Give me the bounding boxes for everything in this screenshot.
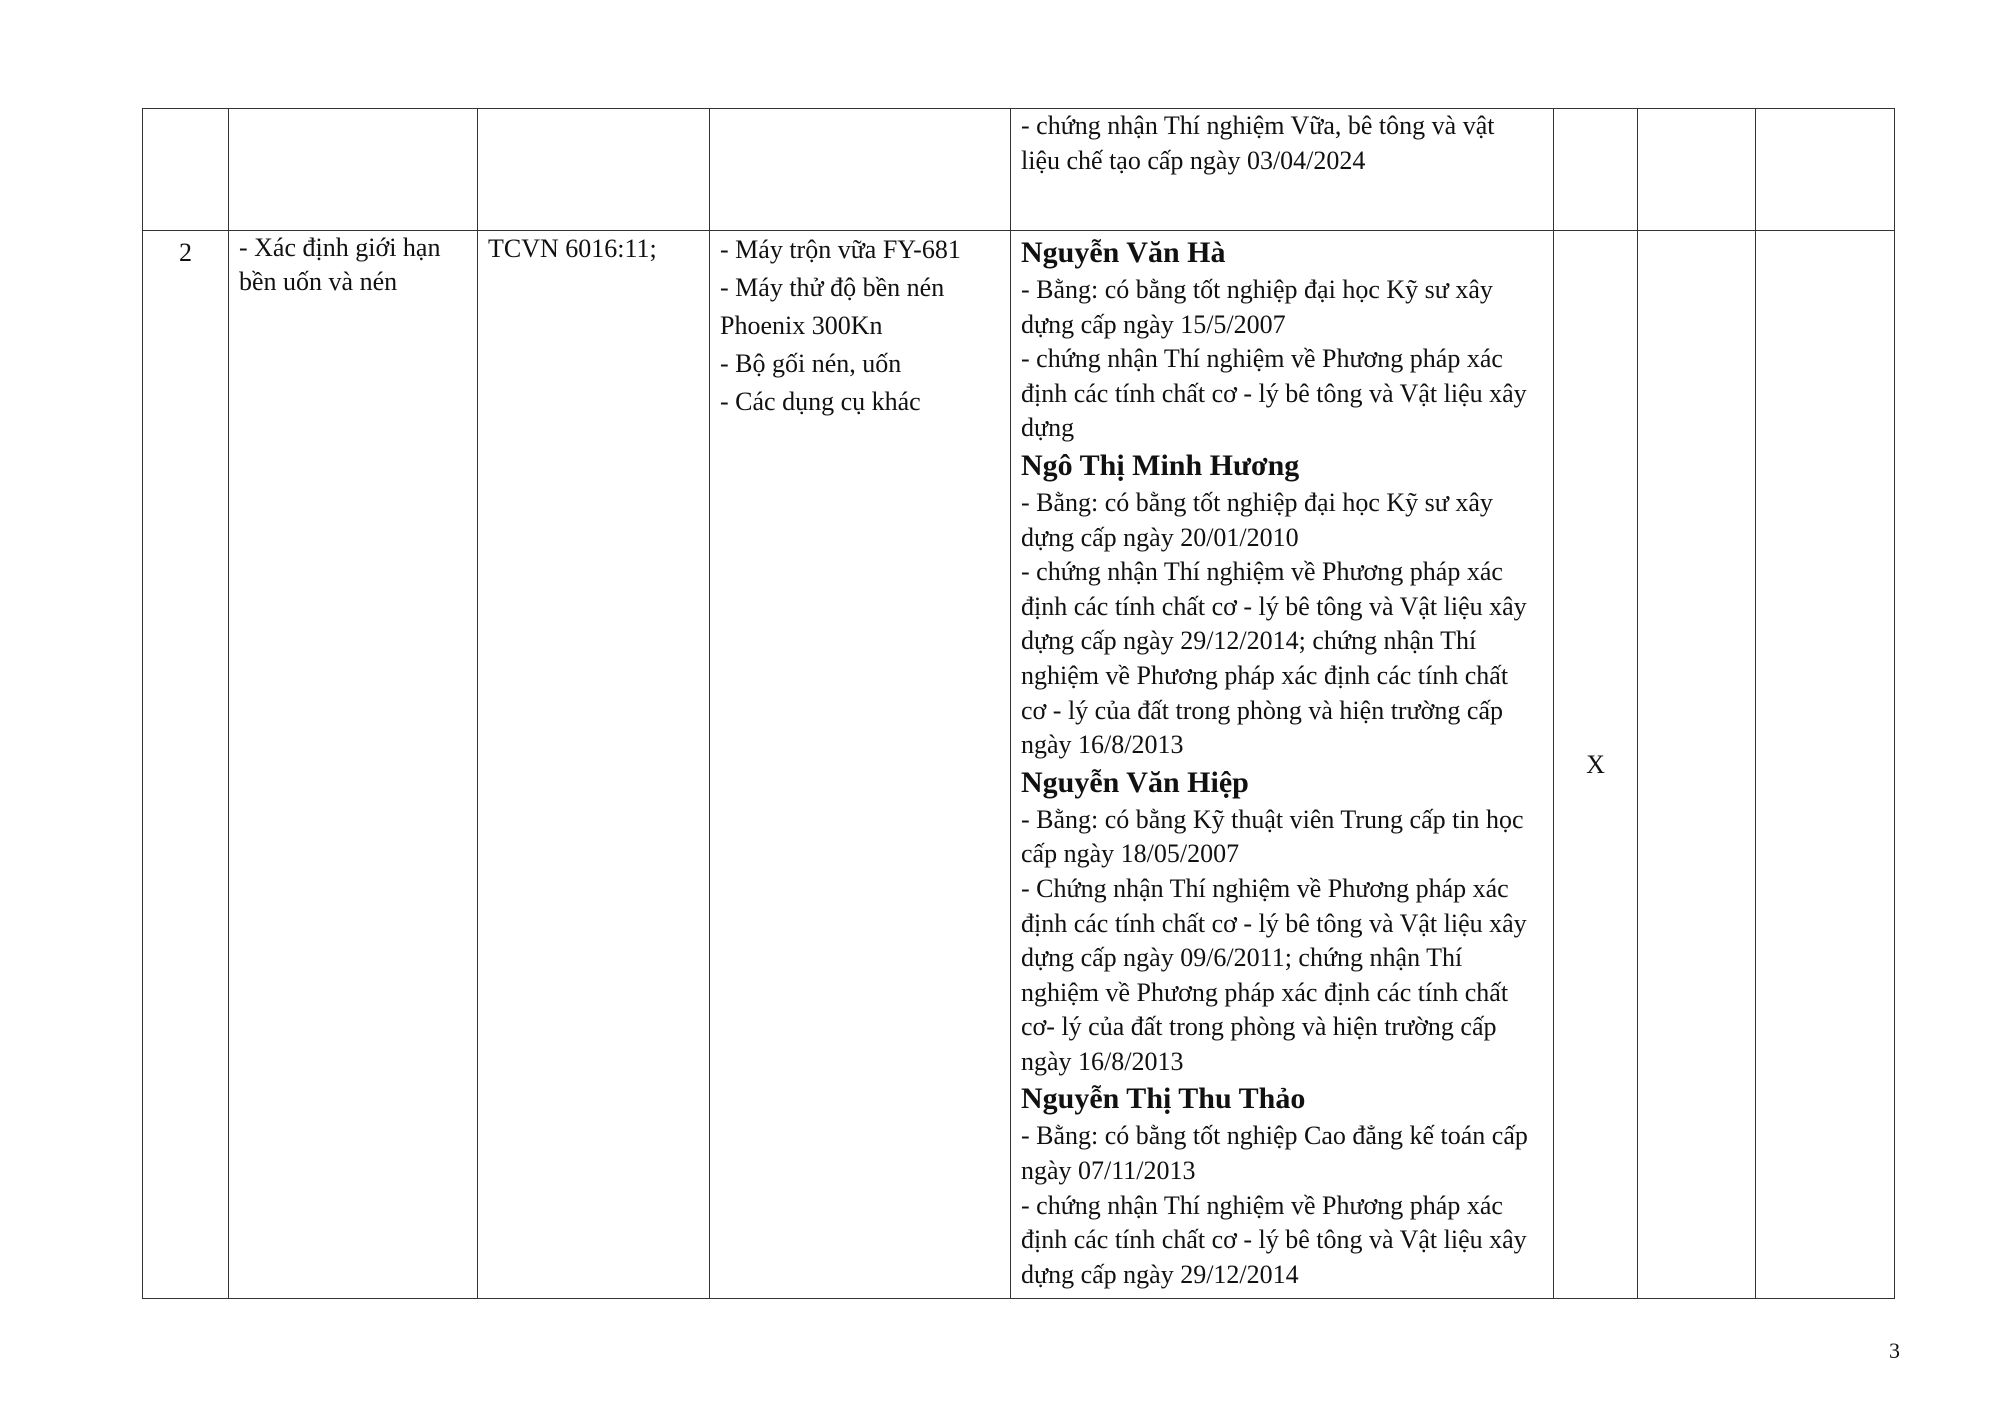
cell-staff-continuation	[1011, 109, 1554, 231]
staff-name: Nguyễn Văn Hà	[1021, 236, 1226, 269]
staff-line: cơ - lý của đất trong phòng và hiện trường cấp	[1021, 695, 1504, 725]
staff-entry	[1021, 763, 1543, 1080]
staff-line: ngày 07/11/2013	[1021, 1156, 1196, 1186]
staff-line: dựng	[1021, 413, 1075, 443]
staff-line: - chứng nhận Thí nghiệm về Phương pháp xác	[1021, 557, 1503, 587]
staff-line: - Chứng nhận Thí nghiệm về Phương pháp xác	[1021, 873, 1509, 903]
standard-cell	[478, 231, 710, 1299]
staff-name: Nguyễn Văn Hiệp	[1021, 765, 1249, 799]
staff-line: - Bằng: có bằng tốt nghiệp đại học Kỹ sư xây	[1021, 487, 1493, 517]
staff-line: - Bằng: có bằng Kỹ thuật viên Trung cấp tin học	[1021, 804, 1524, 834]
staff-line: - chứng nhận Thí nghiệm về Phương pháp xác	[1021, 1190, 1503, 1220]
cell-extra-2	[1756, 231, 1895, 1299]
staff-line: cơ- lý của đất trong phòng và hiện trường cấp	[1021, 1012, 1497, 1042]
staff-line: định các tính chất cơ - lý bê tông và Vật liệu xây	[1021, 1225, 1527, 1255]
staff-line: nghiệm về Phương pháp xác định các tính chất	[1021, 660, 1509, 690]
requirements-table	[142, 108, 1895, 1299]
staff-line: dựng cấp ngày 20/01/2010	[1021, 522, 1299, 552]
staff-cell	[1011, 231, 1554, 1299]
staff-line: nghiệm về Phương pháp xác định các tính chất	[1021, 977, 1509, 1007]
cell-mark-empty	[1554, 109, 1638, 231]
staff-line: - Bằng: có bằng tốt nghiệp đại học Kỹ sư xây	[1021, 275, 1493, 304]
test-name-line: bền uốn và nén	[239, 267, 398, 296]
table-row	[143, 231, 1895, 1299]
cell-test-empty	[229, 109, 478, 231]
staff-line: dựng cấp ngày 15/5/2007	[1021, 309, 1286, 339]
continuation-row	[143, 109, 1895, 231]
staff-line: dựng cấp ngày 29/12/2014; chứng nhận Thí	[1021, 626, 1477, 656]
standard-code: TCVN 6016:11;	[488, 234, 657, 263]
staff-line: - chứng nhận Thí nghiệm về Phương pháp xác	[1021, 344, 1503, 374]
row-number: 2	[143, 231, 229, 1299]
staff-line: dựng cấp ngày 09/6/2011; chứng nhận Thí	[1021, 943, 1463, 973]
test-name-cell	[229, 231, 478, 1299]
staff-entry	[1021, 1079, 1543, 1292]
staff-line: dựng cấp ngày 29/12/2014	[1021, 1259, 1299, 1289]
staff-line: định các tính chất cơ - lý bê tông và Vật liệu xây	[1021, 908, 1527, 938]
staff-line: - Bằng: có bằng tốt nghiệp Cao đẳng kế toán cấp	[1021, 1121, 1528, 1151]
staff-line: liệu chế tạo cấp ngày 03/04/2024	[1021, 145, 1366, 175]
staff-line: cấp ngày 18/05/2007	[1021, 839, 1240, 869]
staff-line: định các tính chất cơ - lý bê tông và Vật liệu xây	[1021, 591, 1527, 621]
cell-extra-2-empty	[1756, 109, 1895, 231]
equipment-item: - Máy thử độ bền nén	[720, 273, 945, 302]
staff-line: ngày 16/8/2013	[1021, 730, 1184, 760]
page-number: 3	[1889, 1338, 1900, 1363]
equipment-item: - Bộ gối nén, uốn	[720, 349, 902, 378]
staff-entry	[1021, 233, 1543, 446]
cell-no-empty	[143, 109, 229, 231]
staff-line: ngày 16/8/2013	[1021, 1046, 1184, 1076]
staff-line: định các tính chất cơ - lý bê tông và Vật liệu xây	[1021, 378, 1527, 408]
equipment-item: - Các dụng cụ khác	[720, 387, 921, 416]
staff-line: - chứng nhận Thí nghiệm Vữa, bê tông và vật	[1021, 111, 1495, 140]
check-mark: X	[1586, 750, 1605, 779]
equipment-cell	[710, 231, 1011, 1299]
staff-name: Nguyễn Thị Thu Thảo	[1021, 1082, 1306, 1116]
cell-equipment-empty	[710, 109, 1011, 231]
equipment-item: Phoenix 300Kn	[720, 311, 883, 340]
staff-entry	[1021, 446, 1543, 763]
staff-name: Ngô Thị Minh Hương	[1021, 448, 1300, 482]
cell-extra-1	[1638, 231, 1756, 1299]
test-name-line: - Xác định giới hạn	[239, 233, 441, 262]
cell-standard-empty	[478, 109, 710, 231]
cell-extra-1-empty	[1638, 109, 1756, 231]
mark-cell	[1554, 231, 1638, 1299]
equipment-item: - Máy trộn vữa FY-681	[720, 235, 961, 264]
